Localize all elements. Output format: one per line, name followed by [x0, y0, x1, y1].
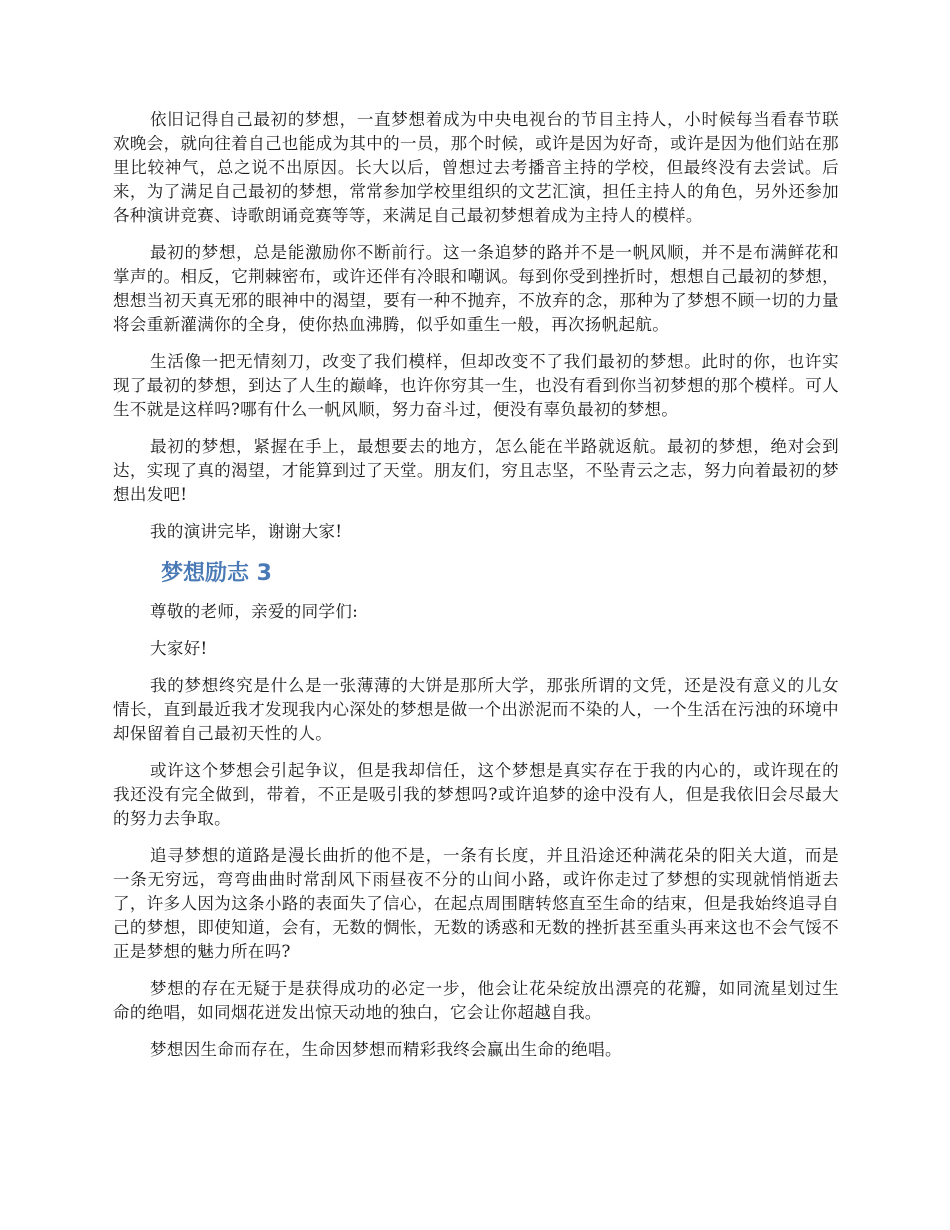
- paragraph: 生活像一把无情刻刀，改变了我们模样，但却改变不了我们最初的梦想。此时的你，也许实现了最初的梦想，到达了人生的巅峰，也许你穷其一生，也没有看到你当初梦想的那个模样。可人生不就是这样吗?哪有什么一帆风顺，努力奋斗过，便没有辜负最初的梦想。: [113, 352, 839, 419]
- section-heading: 梦想励志 3: [161, 561, 272, 586]
- paragraph: 或许这个梦想会引起争议，但是我却信任，这个梦想是真实存在于我的内心的，或许现在的我还没有完全做到，带着，不正是吸引我的梦想吗?或许追梦的途中没有人，但是我依旧会尽最大的努力去争取。: [113, 761, 839, 828]
- paragraph: 梦想的存在无疑于是获得成功的必定一步，他会让花朵绽放出漂亮的花瓣，如同流星划过生命的绝唱，如同烟花迸发出惊天动地的独白，它会让你超越自我。: [113, 979, 839, 1022]
- paragraph: 我的梦想终究是什么是一张薄薄的大饼是那所大学，那张所谓的文凭，还是没有意义的儿女情长，直到最近我才发现我内心深处的梦想是做一个出淤泥而不染的人，一个生活在污浊的环境中却保留着自己最初天性的人。: [113, 676, 839, 743]
- paragraph: 最初的梦想，总是能激励你不断前行。这一条追梦的路并不是一帆风顺，并不是布满鲜花和掌声的。相反，它荆棘密布，或许还伴有冷眼和嘲讽。每到你受到挫折时，想想自己最初的梦想，想想当初天真无邪的眼神中的渴望，要有一种不抛弃，不放弃的念，那种为了梦想不顾一切的力量将会重新灌满你的全身，使你热血沸腾，似乎如重生一般，再次扬帆起航。: [113, 243, 839, 334]
- paragraph: 追寻梦想的道路是漫长曲折的他不是，一条有长度，并且沿途还种满花朵的阳关大道，而是一条无穷远，弯弯曲曲时常刮风下雨昼夜不分的山间小路，或许你走过了梦想的实现就悄悄逝去了，许多人因为这条小路的表面失了信心，在起点周围瞎转悠直至生命的结束，但是我始终追寻自己的梦想，即使知道，会有，无数的惆怅，无数的诱惑和无数的挫折甚至重头再来这也不会气馁不正是梦想的魅力所在吗?: [113, 846, 839, 961]
- closing-line: 我的演讲完毕，谢谢大家!: [150, 522, 343, 541]
- paragraph: 依旧记得自己最初的梦想，一直梦想着成为中央电视台的节目主持人，小时候每当看春节联欢晚会，就向往着自己也能成为其中的一员，那个时候，或许是因为好奇，或许是因为他们站在那里比较神气，总之说不出原因。长大以后，曾想过去考播音主持的学校，但最终没有去尝试。后来，为了满足自己最初的梦想，常常参加学校里组织的文艺汇演，担任主持人的角色，另外还参加各种演讲竞赛、诗歌朗诵竞赛等等，来满足自己最初梦想着成为主持人的模样。: [113, 110, 839, 225]
- salutation: 尊敬的老师，亲爱的同学们:: [150, 602, 359, 621]
- greeting: 大家好!: [150, 639, 208, 658]
- paragraph: 梦想因生命而存在，生命因梦想而精彩我终会赢出生命的绝唱。: [150, 1040, 622, 1059]
- document-page: [113, 108, 839, 1075]
- paragraph: 最初的梦想，紧握在手上，最想要去的地方，怎么能在半路就返航。最初的梦想，绝对会到达，实现了真的渴望，才能算到过了天堂。朋友们，穷且志坚，不坠青云之志，努力向着最初的梦想出发吧!: [113, 437, 839, 504]
